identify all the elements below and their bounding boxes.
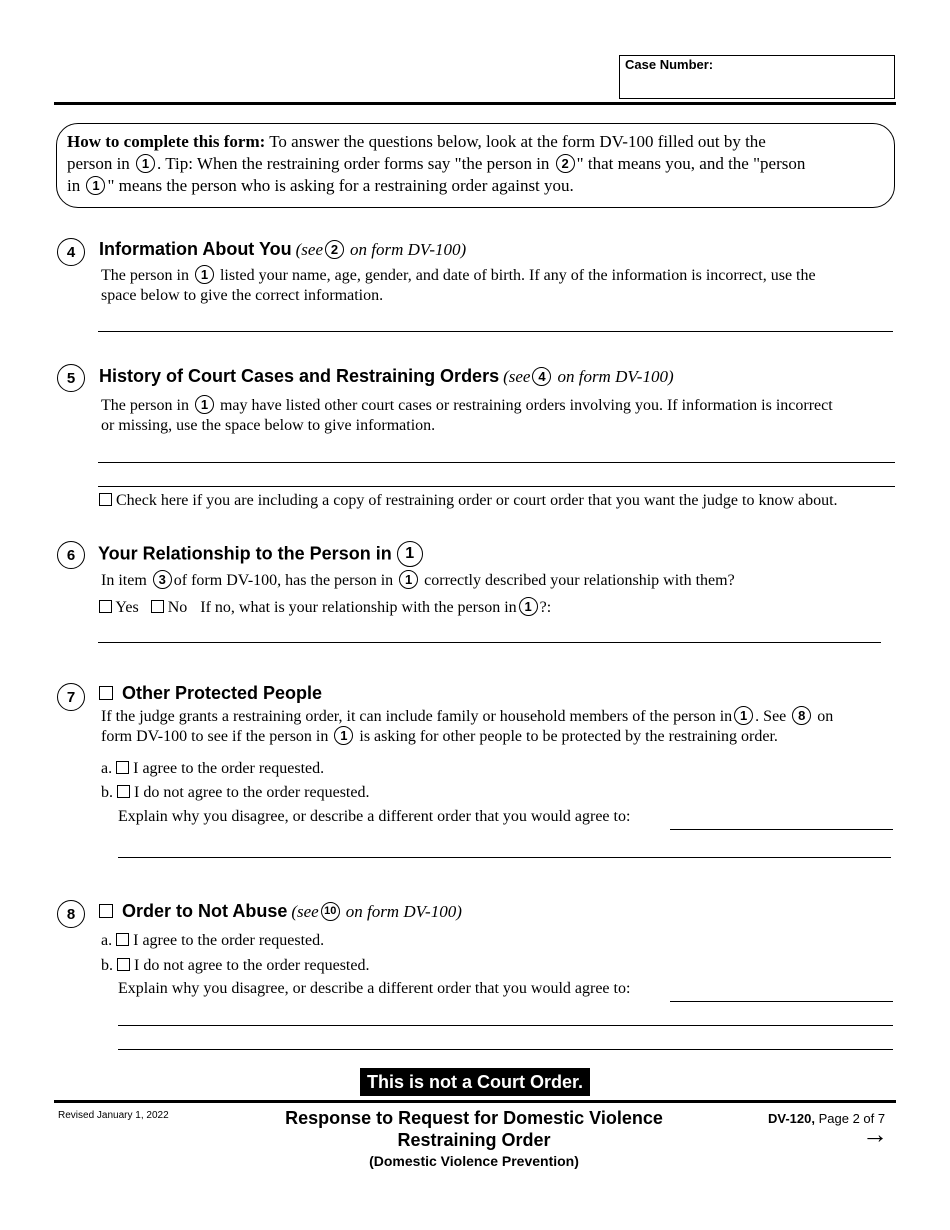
other-protected-people-checkbox[interactable] xyxy=(99,686,113,700)
section-7-title: Other Protected People xyxy=(122,683,323,703)
ref-circle-1: 1 xyxy=(334,726,353,745)
section-7-agree-checkbox[interactable] xyxy=(116,761,129,774)
section-5-body-c: or missing, use the space below to give information. xyxy=(101,417,436,434)
instructions-line-2 xyxy=(67,153,887,175)
section-4-body xyxy=(101,266,816,306)
section-8-agree-label: I agree to the order requested. xyxy=(133,932,325,949)
footer-title xyxy=(240,1107,708,1171)
section-7-a-letter: a. xyxy=(101,760,113,777)
ref-circle-2: 2 xyxy=(556,154,575,173)
section-7-body-line-1 xyxy=(101,707,833,727)
ref-circle-8: 8 xyxy=(792,706,811,725)
order-not-abuse-checkbox[interactable] xyxy=(99,904,113,918)
section-4-see-pre: (see xyxy=(295,240,324,259)
section-6-q-b: of form DV-100, has the person in xyxy=(173,572,394,589)
form-id: DV-120, xyxy=(768,1111,815,1126)
relationship-yes-checkbox[interactable] xyxy=(99,600,112,613)
section-8-agree-checkbox[interactable] xyxy=(116,933,129,946)
section-8-a-letter: a. xyxy=(101,932,113,949)
revised-date: Revised January 1, 2022 xyxy=(58,1110,169,1121)
section-6-number: 6 xyxy=(57,541,85,569)
section-7-agree-label: I agree to the order requested. xyxy=(133,760,325,777)
section-7-body-c: on xyxy=(817,708,834,725)
section-7-body xyxy=(101,707,833,747)
section-4-answer-line[interactable] xyxy=(98,331,893,332)
include-order-copy-checkbox[interactable] xyxy=(99,493,112,506)
section-7-option-a xyxy=(101,759,324,779)
section-7-disagree-label: I do not agree to the order requested. xyxy=(134,784,370,801)
section-7-body-a: If the judge grants a restraining order, it can include family or household members of the person in xyxy=(101,708,733,725)
section-7-body-d: form DV-100 to see if the person in xyxy=(101,728,329,745)
section-5-number: 5 xyxy=(57,364,85,392)
footer-subtitle: (Domestic Violence Prevention) xyxy=(369,1153,579,1169)
section-8-explain: Explain why you disagree, or describe a different order that you would agree to: xyxy=(118,980,631,997)
ref-circle-2: 2 xyxy=(325,240,344,259)
next-page-arrow-icon[interactable]: → xyxy=(862,1119,888,1149)
instructions-text-1: To answer the questions below, look at the form DV-100 filled out by the xyxy=(269,132,766,151)
section-5-title: History of Court Cases and Restraining Orders xyxy=(99,366,500,386)
section-8-explain-line-1[interactable] xyxy=(670,1001,893,1002)
instructions-line-3 xyxy=(67,175,887,197)
section-6-question xyxy=(101,571,735,591)
ref-circle-1: 1 xyxy=(195,395,214,414)
section-5-checkbox-row xyxy=(99,491,838,511)
section-5-see-post: on form DV-100) xyxy=(557,367,674,386)
instructions-text-3b: " means the person who is asking for a restraining order against you. xyxy=(107,176,574,195)
section-4-see-post: on form DV-100) xyxy=(350,240,467,259)
section-5-body-b: may have listed other court cases or restraining orders involving you. If information is incorrect xyxy=(219,397,833,414)
section-6-q-a: In item xyxy=(101,572,147,589)
section-8-title: Order to Not Abuse xyxy=(122,901,288,921)
ref-circle-1: 1 xyxy=(519,597,538,616)
ref-circle-1: 1 xyxy=(397,541,423,567)
section-7-body-b: . See xyxy=(755,708,787,725)
ref-circle-10: 10 xyxy=(321,902,340,921)
ref-circle-1: 1 xyxy=(195,265,214,284)
section-6-yes-no-row xyxy=(99,598,551,618)
instructions-text xyxy=(67,131,887,197)
ref-circle-1: 1 xyxy=(734,706,753,725)
section-8-see-pre: (see xyxy=(291,902,319,921)
page-number: Page 2 of 7 xyxy=(818,1111,886,1126)
footer-title-line-1: Response to Request for Domestic Violence xyxy=(285,1108,663,1128)
section-8-option-b xyxy=(101,956,369,976)
ref-circle-1: 1 xyxy=(399,570,418,589)
instructions-text-3a: in xyxy=(67,176,81,195)
section-7-option-b xyxy=(101,783,369,803)
instructions-line-1 xyxy=(67,131,887,153)
footer-title-line-2: Restraining Order xyxy=(397,1130,551,1150)
section-6-title: Your Relationship to the Person in xyxy=(98,543,392,564)
relationship-yes-label: Yes xyxy=(115,599,139,616)
section-8-heading xyxy=(99,901,462,923)
section-8-b-letter: b. xyxy=(101,957,113,974)
section-4-body-b: listed your name, age, gender, and date of birth. If any of the information is incorrect, use the xyxy=(219,267,816,284)
include-order-copy-label: Check here if you are including a copy of restraining order or court order that you want the judge to know about. xyxy=(116,492,838,509)
section-8-explain-line-3[interactable] xyxy=(118,1049,893,1050)
relationship-ifno-text: If no, what is your relationship with the person in xyxy=(200,599,517,616)
section-7-explain-line-1[interactable] xyxy=(670,829,893,830)
section-7-b-letter: b. xyxy=(101,784,113,801)
relationship-no-label: No xyxy=(167,599,188,616)
section-4-body-line-1 xyxy=(101,266,816,286)
not-court-order-banner: This is not a Court Order. xyxy=(360,1068,590,1096)
footer-rule xyxy=(54,1100,896,1103)
instructions-text-2b: . Tip: When the restraining order forms say "the person in xyxy=(157,154,550,173)
section-8-explain-line-2[interactable] xyxy=(118,1025,893,1026)
case-number-label: Case Number: xyxy=(625,57,714,72)
section-4-body-c: space below to give the correct information. xyxy=(101,287,384,304)
section-8-number: 8 xyxy=(57,900,85,928)
section-8-disagree-checkbox[interactable] xyxy=(117,958,130,971)
section-5-answer-line-1[interactable] xyxy=(98,462,895,463)
instructions-lead: How to complete this form: xyxy=(67,132,266,151)
section-5-see-pre: (see xyxy=(503,367,531,386)
section-5-body xyxy=(101,396,833,436)
section-4-body-a: The person in xyxy=(101,267,189,284)
section-8-see-post: on form DV-100) xyxy=(345,902,462,921)
section-7-explain: Explain why you disagree, or describe a different order that you would agree to: xyxy=(118,808,631,825)
section-8-option-a xyxy=(101,931,324,951)
ref-circle-3: 3 xyxy=(153,570,172,589)
section-7-explain-line-2[interactable] xyxy=(118,857,891,858)
section-5-body-a: The person in xyxy=(101,397,189,414)
ref-circle-4: 4 xyxy=(532,367,551,386)
section-6-answer-line[interactable] xyxy=(98,642,881,643)
section-7-number: 7 xyxy=(57,683,85,711)
relationship-ifno-end: ?: xyxy=(539,599,552,616)
section-6-heading xyxy=(98,541,423,567)
instructions-text-2a: person in xyxy=(67,154,130,173)
section-8-disagree-label: I do not agree to the order requested. xyxy=(134,957,370,974)
section-7-body-line-2 xyxy=(101,727,833,747)
section-5-answer-line-2[interactable] xyxy=(98,486,895,487)
ref-circle-1: 1 xyxy=(86,176,105,195)
case-number-box[interactable] xyxy=(619,55,895,99)
section-7-disagree-checkbox[interactable] xyxy=(117,785,130,798)
instructions-text-2c: " that means you, and the "person xyxy=(576,154,806,173)
section-4-number: 4 xyxy=(57,238,85,266)
section-7-body-e: is asking for other people to be protected by the restraining order. xyxy=(359,728,778,745)
header-rule xyxy=(54,102,896,105)
relationship-no-checkbox[interactable] xyxy=(151,600,164,613)
ref-circle-1: 1 xyxy=(136,154,155,173)
section-4-title: Information About You xyxy=(99,239,292,259)
section-4-heading xyxy=(99,239,466,261)
section-6-q-c: correctly described your relationship with them? xyxy=(424,572,735,589)
section-5-body-line-1 xyxy=(101,396,833,416)
section-7-heading xyxy=(99,683,322,704)
section-5-heading xyxy=(99,366,674,388)
